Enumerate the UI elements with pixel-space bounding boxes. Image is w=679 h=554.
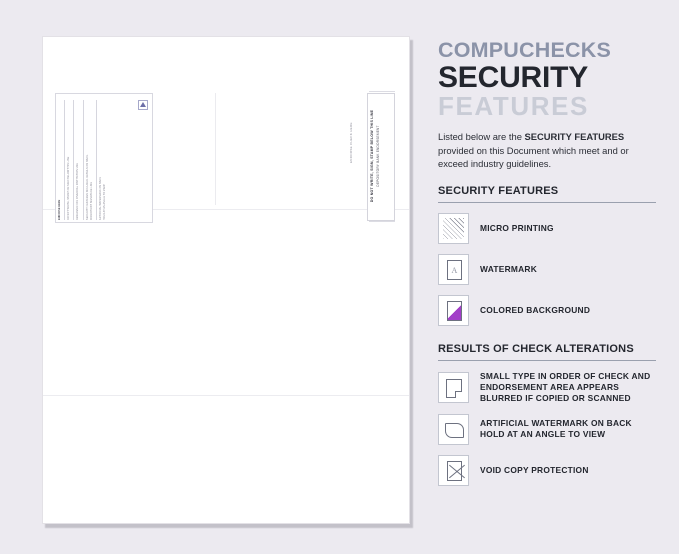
vertical-rule <box>215 93 216 205</box>
document-sheet <box>42 36 410 524</box>
micro-printing-icon <box>438 213 469 244</box>
do-not-write-line-1: DO NOT WRITE, SIGN, STAMP BELOW THIS LINE <box>370 109 374 203</box>
feature-row-colored-background <box>438 295 656 326</box>
feature-row-artificial-watermark <box>438 414 656 445</box>
brand-line-compuchecks: COMPUCHECKS <box>438 38 612 62</box>
endorse-check-here-text: ENDORSE CHECK HERE <box>349 122 353 163</box>
brand-line-features: FEATURES <box>438 91 589 121</box>
brand-logo-icon <box>138 97 148 107</box>
intro-bold: SECURITY FEATURES <box>524 131 625 142</box>
feature-row-blurred-copy <box>438 371 656 404</box>
do-not-write-block <box>367 93 395 221</box>
endorsement-rule-1 <box>64 100 65 220</box>
section-title-results-of-check-alterations: RESULTS OF CHECK ALTERATIONS <box>438 343 656 361</box>
watermark-icon <box>438 254 469 285</box>
endorse-check-here-label <box>349 95 361 165</box>
feature-label-micro-printing: MICRO PRINTING <box>480 222 554 233</box>
endorsement-line-4: MICROPRINT SIGNATURE LINE <box>89 181 93 220</box>
curled-page-shape <box>446 379 462 398</box>
endorsement-heading: ENDORSE HERE <box>58 199 61 220</box>
security-features-panel <box>438 38 656 486</box>
perforation-line-bottom <box>43 395 409 396</box>
feature-label-void-copy-protection: VOID COPY PROTECTION <box>480 464 589 475</box>
endorsement-line-1: DO NOT WRITE, STAMP OR SIGN BELOW THIS LINE <box>67 156 71 220</box>
intro-paragraph <box>438 130 656 171</box>
feature-label-watermark: WATERMARK <box>480 263 537 274</box>
endorsement-rule-2 <box>73 100 74 220</box>
endorsement-line-2: RESERVED FOR FINANCIAL INSTITUTION USE <box>76 163 80 220</box>
feature-label-colored-background: COLORED BACKGROUND <box>480 304 591 315</box>
angled-page-shape <box>445 423 464 438</box>
do-not-write-rule-bottom <box>369 221 395 222</box>
do-not-write-text-rotated <box>370 94 380 218</box>
intro-part-1: Listed below are the <box>438 131 525 142</box>
section-title-security-features: SECURITY FEATURES <box>438 185 656 203</box>
feature-row-void-copy-protection <box>438 455 656 486</box>
feature-row-micro-printing <box>438 213 656 244</box>
feature-row-watermark <box>438 254 656 285</box>
intro-part-2: provided on this Document which meet and or exceed industry guidelines. <box>438 144 629 169</box>
endorsement-line-3: SECURITY FEATURES INCLUDED. DETAILS ON BACK. <box>85 154 89 220</box>
feature-label-blurred-copy: SMALL TYPE IN ORDER OF CHECK AND ENDORSEMENT AREA APPEARS BLURRED IF COPIED OR SCANNED <box>480 370 651 403</box>
endorsement-text-rotated <box>58 94 107 220</box>
do-not-write-line-2: DEPOSITORY BANK ENDORSEMENT <box>375 125 380 187</box>
watermark-letter: A <box>451 265 458 275</box>
brand-line-security: SECURITY <box>438 61 589 94</box>
artificial-watermark-icon <box>438 414 469 445</box>
colored-background-icon <box>438 295 469 326</box>
void-copy-icon <box>438 455 469 486</box>
void-page-shape <box>447 461 462 481</box>
endorsement-line-5: ARTIFICIAL WATERMARK ON BACK <box>99 177 103 220</box>
endorsement-rule-4 <box>96 100 97 220</box>
endorsement-line-6: HOLD AT AN ANGLE TO VIEW <box>103 184 107 220</box>
check-document-preview <box>42 36 410 524</box>
endorsement-rule-3 <box>83 100 84 220</box>
feature-label-artificial-watermark: ARTIFICIAL WATERMARK ON BACK HOLD AT AN ANGLE TO VIEW <box>480 418 632 439</box>
hatch-pattern <box>443 218 464 239</box>
color-swatch-shape <box>447 301 462 321</box>
do-not-write-rule-top <box>369 91 395 92</box>
endorsement-block <box>55 93 153 223</box>
blurred-copy-icon <box>438 372 469 403</box>
document-shape <box>447 260 462 280</box>
